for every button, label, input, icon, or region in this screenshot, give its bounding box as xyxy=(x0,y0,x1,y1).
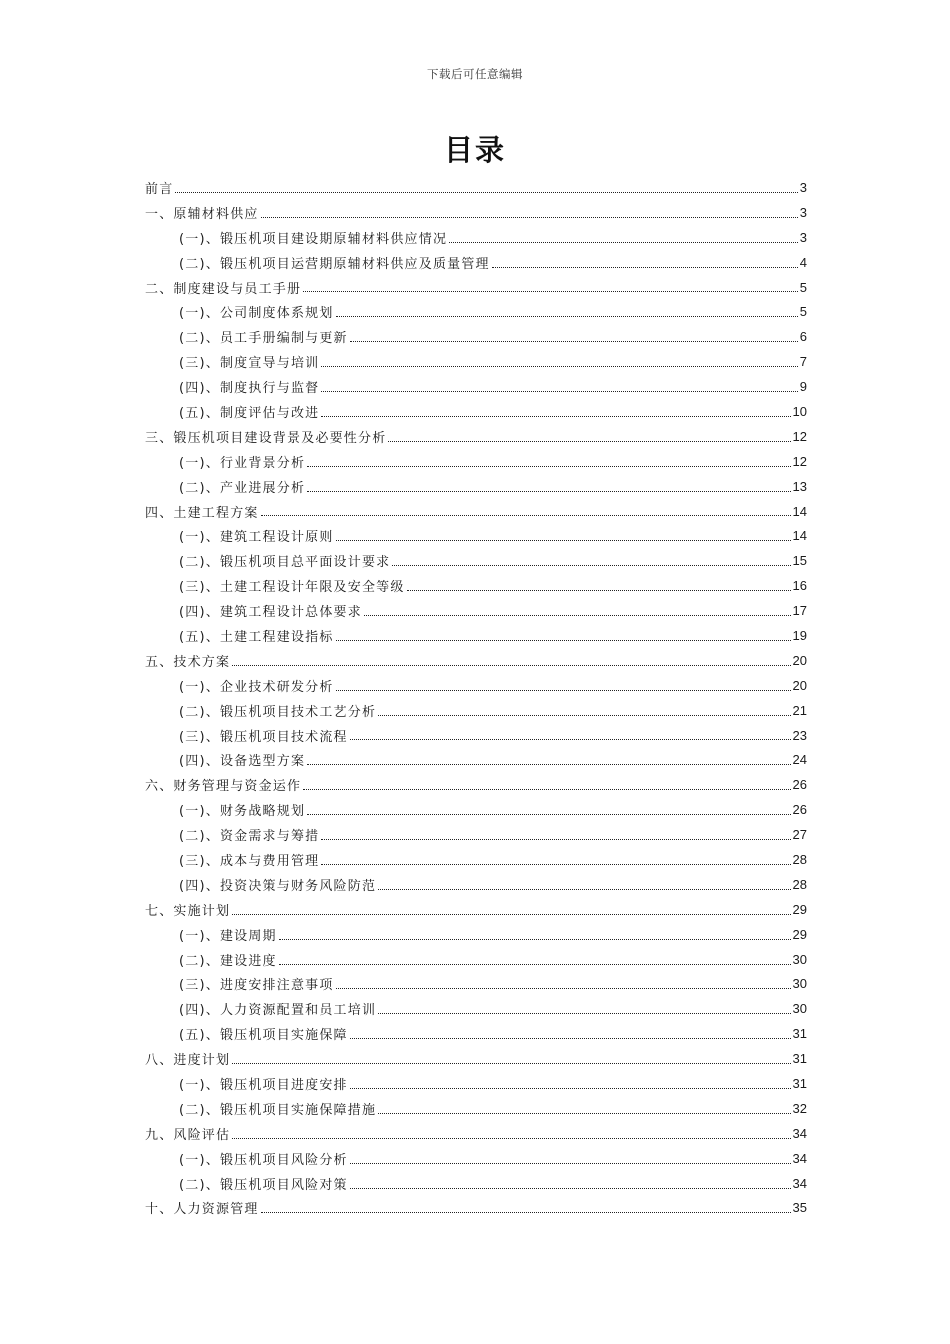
toc-dot-leader xyxy=(321,365,797,367)
toc-entry-text: (一)、公司制度体系规划 xyxy=(179,306,334,322)
toc-dot-leader xyxy=(321,838,790,840)
toc-page-number: 3 xyxy=(799,229,807,245)
toc-entry-text: (三)、成本与费用管理 xyxy=(179,853,320,869)
toc-dot-leader xyxy=(392,564,790,566)
toc-page-number: 4 xyxy=(799,254,807,270)
toc-page-number: 28 xyxy=(792,876,807,892)
toc-page-number: 3 xyxy=(799,204,807,220)
toc-section-entry[interactable] xyxy=(145,648,807,673)
toc-subsection-entry[interactable] xyxy=(145,947,807,972)
toc-subsection-entry[interactable] xyxy=(145,872,807,897)
toc-section-entry[interactable] xyxy=(145,175,807,200)
toc-page-number: 3 xyxy=(799,179,807,195)
toc-entry-text: (三)、进度安排注意事项 xyxy=(179,978,334,994)
toc-dot-leader xyxy=(350,738,791,740)
toc-subsection-entry[interactable] xyxy=(145,399,807,424)
toc-entry-text: 九、风险评估 xyxy=(145,1127,231,1143)
toc-dot-leader xyxy=(336,315,798,317)
toc-page-number: 30 xyxy=(792,976,807,992)
toc-page-number: 34 xyxy=(792,1175,807,1191)
toc-entry-text: (四)、投资决策与财务风险防范 xyxy=(179,878,377,894)
toc-subsection-entry[interactable] xyxy=(145,747,807,772)
toc-entry-text: (五)、土建工程建设指标 xyxy=(179,629,334,645)
toc-entry-text: (三)、制度宣导与培训 xyxy=(179,356,320,372)
toc-entry-text: 二、制度建设与员工手册 xyxy=(145,281,302,297)
toc-subsection-entry[interactable] xyxy=(145,523,807,548)
toc-dot-leader xyxy=(336,539,791,541)
table-of-contents xyxy=(145,175,807,1220)
toc-section-entry[interactable] xyxy=(145,200,807,225)
toc-dot-leader xyxy=(307,763,790,765)
toc-entry-text: (二)、锻压机项目风险对策 xyxy=(179,1177,348,1193)
toc-page-number: 26 xyxy=(792,777,807,793)
toc-dot-leader xyxy=(175,191,797,193)
toc-page-number: 34 xyxy=(792,1125,807,1141)
toc-page-number: 34 xyxy=(792,1150,807,1166)
toc-page-number: 29 xyxy=(792,901,807,917)
toc-entry-text: (一)、行业背景分析 xyxy=(179,455,306,471)
toc-entry-text: (三)、土建工程设计年限及安全等级 xyxy=(179,580,405,596)
toc-entry-text: (二)、锻压机项目技术工艺分析 xyxy=(179,704,377,720)
toc-page-number: 9 xyxy=(799,379,807,395)
toc-page-number: 7 xyxy=(799,354,807,370)
toc-entry-text: (四)、建筑工程设计总体要求 xyxy=(179,605,362,621)
toc-page-number: 5 xyxy=(799,279,807,295)
toc-entry-text: (三)、锻压机项目技术流程 xyxy=(179,729,348,745)
toc-subsection-entry[interactable] xyxy=(145,673,807,698)
toc-dot-leader xyxy=(378,1012,790,1014)
toc-page-number: 26 xyxy=(792,802,807,818)
toc-dot-leader xyxy=(303,290,798,292)
toc-entry-text: (四)、设备选型方案 xyxy=(179,754,306,770)
toc-subsection-entry[interactable] xyxy=(145,548,807,573)
toc-title: 目录 xyxy=(443,133,506,167)
toc-entry-text: (一)、锻压机项目进度安排 xyxy=(179,1078,348,1093)
toc-subsection-entry[interactable] xyxy=(145,996,807,1021)
toc-dot-leader xyxy=(350,1037,791,1039)
toc-subsection-entry[interactable] xyxy=(145,374,807,399)
toc-dot-leader xyxy=(378,1112,790,1114)
toc-dot-leader xyxy=(378,888,790,890)
toc-page-number: 5 xyxy=(799,304,807,320)
toc-dot-leader xyxy=(232,664,790,666)
toc-dot-leader xyxy=(321,863,790,865)
toc-section-entry[interactable] xyxy=(145,275,807,300)
toc-entry-text: (二)、资金需求与筹措 xyxy=(179,829,320,845)
toc-dot-leader xyxy=(336,689,791,691)
toc-entry-text: (二)、建设进度 xyxy=(179,953,277,969)
toc-dot-leader xyxy=(350,1162,791,1164)
toc-subsection-entry[interactable] xyxy=(145,324,807,349)
toc-page-number: 10 xyxy=(792,403,807,419)
toc-page-number: 6 xyxy=(799,329,807,345)
toc-entry-text: 一、原辅材料供应 xyxy=(145,206,259,222)
toc-section-entry[interactable] xyxy=(145,1046,807,1071)
toc-page-number: 16 xyxy=(792,578,807,594)
toc-entry-text: 前言 xyxy=(145,181,174,197)
toc-page-number: 13 xyxy=(792,478,807,494)
toc-entry-text: 五、技术方案 xyxy=(145,654,231,670)
toc-entry-text: (二)、锻压机项目运营期原辅材料供应及质量管理 xyxy=(179,256,490,272)
toc-dot-leader xyxy=(336,987,791,989)
toc-entry-text: (一)、财务战略规划 xyxy=(179,804,306,820)
toc-page-number: 27 xyxy=(792,827,807,843)
toc-page-number: 15 xyxy=(792,553,807,569)
toc-entry-text: (二)、锻压机项目实施保障措施 xyxy=(179,1102,377,1118)
toc-subsection-entry[interactable] xyxy=(145,299,807,324)
toc-dot-leader xyxy=(350,1087,791,1089)
toc-page-number: 12 xyxy=(792,453,807,469)
toc-page-number: 21 xyxy=(792,702,807,718)
toc-subsection-entry[interactable] xyxy=(145,623,807,648)
toc-page-number: 23 xyxy=(792,727,807,743)
toc-page-number: 31 xyxy=(792,1051,807,1067)
toc-dot-leader xyxy=(364,614,791,616)
toc-section-entry[interactable] xyxy=(145,424,807,449)
toc-dot-leader xyxy=(407,589,791,591)
toc-page-number: 14 xyxy=(792,503,807,519)
toc-page-number: 12 xyxy=(792,428,807,444)
toc-page-number: 24 xyxy=(792,752,807,768)
toc-section-entry[interactable] xyxy=(145,499,807,524)
toc-page-number: 19 xyxy=(792,627,807,643)
toc-subsection-entry[interactable] xyxy=(145,822,807,847)
toc-page-number: 20 xyxy=(792,677,807,693)
toc-entry-text: (五)、制度评估与改进 xyxy=(179,405,320,421)
toc-page-number: 20 xyxy=(792,652,807,668)
toc-dot-leader xyxy=(261,216,798,218)
toc-section-entry[interactable] xyxy=(145,897,807,922)
toc-dot-leader xyxy=(261,1211,791,1213)
toc-subsection-entry[interactable] xyxy=(145,1096,807,1121)
toc-page-number: 28 xyxy=(792,851,807,867)
toc-section-entry[interactable] xyxy=(145,1121,807,1146)
toc-subsection-entry[interactable] xyxy=(145,847,807,872)
toc-section-entry[interactable] xyxy=(145,1196,807,1221)
toc-entry-text: 六、财务管理与资金运作 xyxy=(145,779,302,795)
toc-entry-text: 七、实施计划 xyxy=(145,903,231,919)
toc-dot-leader xyxy=(336,639,791,641)
toc-dot-leader xyxy=(388,440,790,442)
toc-entry-text: 三、锻压机项目建设背景及必要性分析 xyxy=(145,430,387,446)
toc-subsection-entry[interactable] xyxy=(145,1021,807,1046)
toc-subsection-entry[interactable] xyxy=(145,1071,807,1096)
toc-dot-leader xyxy=(350,1187,791,1189)
toc-subsection-entry[interactable] xyxy=(145,972,807,997)
toc-dot-leader xyxy=(321,415,790,417)
toc-dot-leader xyxy=(307,465,790,467)
toc-dot-leader xyxy=(303,788,790,790)
toc-dot-leader xyxy=(232,1137,790,1139)
toc-dot-leader xyxy=(232,913,790,915)
toc-entry-text: (二)、员工手册编制与更新 xyxy=(179,331,348,347)
toc-subsection-entry[interactable] xyxy=(145,797,807,822)
toc-subsection-entry[interactable] xyxy=(145,225,807,250)
toc-subsection-entry[interactable] xyxy=(145,1171,807,1196)
toc-entry-text: (一)、企业技术研发分析 xyxy=(179,679,334,695)
toc-entry-text: (一)、建筑工程设计原则 xyxy=(179,530,334,546)
toc-page-number: 30 xyxy=(792,1001,807,1017)
toc-page-number: 31 xyxy=(792,1026,807,1042)
toc-page-number: 30 xyxy=(792,951,807,967)
toc-dot-leader xyxy=(232,1062,790,1064)
toc-subsection-entry[interactable] xyxy=(145,723,807,748)
toc-dot-leader xyxy=(449,241,798,243)
toc-subsection-entry[interactable] xyxy=(145,698,807,723)
toc-dot-leader xyxy=(321,390,797,392)
toc-subsection-entry[interactable] xyxy=(145,922,807,947)
toc-subsection-entry[interactable] xyxy=(145,250,807,275)
toc-dot-leader xyxy=(261,514,791,516)
toc-dot-leader xyxy=(307,490,790,492)
toc-page-number: 32 xyxy=(792,1100,807,1116)
toc-entry-text: (一)、建设周期 xyxy=(179,928,277,944)
toc-page-number: 29 xyxy=(792,926,807,942)
toc-subsection-entry[interactable] xyxy=(145,449,807,474)
toc-page-number: 31 xyxy=(792,1076,807,1091)
toc-dot-leader xyxy=(350,340,798,342)
toc-dot-leader xyxy=(307,813,790,815)
toc-entry-text: (二)、锻压机项目总平面设计要求 xyxy=(179,555,391,571)
toc-page-number: 35 xyxy=(792,1200,807,1216)
toc-page-number: 14 xyxy=(792,528,807,544)
toc-page-number: 17 xyxy=(792,603,807,619)
toc-subsection-entry[interactable] xyxy=(145,598,807,623)
toc-section-entry[interactable] xyxy=(145,772,807,797)
toc-entry-text: 四、土建工程方案 xyxy=(145,505,259,521)
toc-entry-text: (一)、锻压机项目风险分析 xyxy=(179,1152,348,1168)
toc-subsection-entry[interactable] xyxy=(145,474,807,499)
page-header-note: 下载后可任意编辑 xyxy=(427,67,523,81)
toc-dot-leader xyxy=(279,938,791,940)
toc-entry-text: (四)、制度执行与监督 xyxy=(179,381,320,397)
toc-subsection-entry[interactable] xyxy=(145,573,807,598)
toc-subsection-entry[interactable] xyxy=(145,349,807,374)
toc-entry-text: 八、进度计划 xyxy=(145,1053,231,1069)
toc-entry-text: (四)、人力资源配置和员工培训 xyxy=(179,1003,377,1019)
toc-dot-leader xyxy=(279,963,791,965)
toc-entry-text: (一)、锻压机项目建设期原辅材料供应情况 xyxy=(179,231,448,247)
toc-dot-leader xyxy=(492,266,798,268)
toc-entry-text: (二)、产业进展分析 xyxy=(179,480,306,496)
toc-entry-text: 十、人力资源管理 xyxy=(145,1202,259,1218)
toc-subsection-entry[interactable] xyxy=(145,1146,807,1171)
toc-dot-leader xyxy=(378,714,790,716)
toc-entry-text: (五)、锻压机项目实施保障 xyxy=(179,1028,348,1044)
